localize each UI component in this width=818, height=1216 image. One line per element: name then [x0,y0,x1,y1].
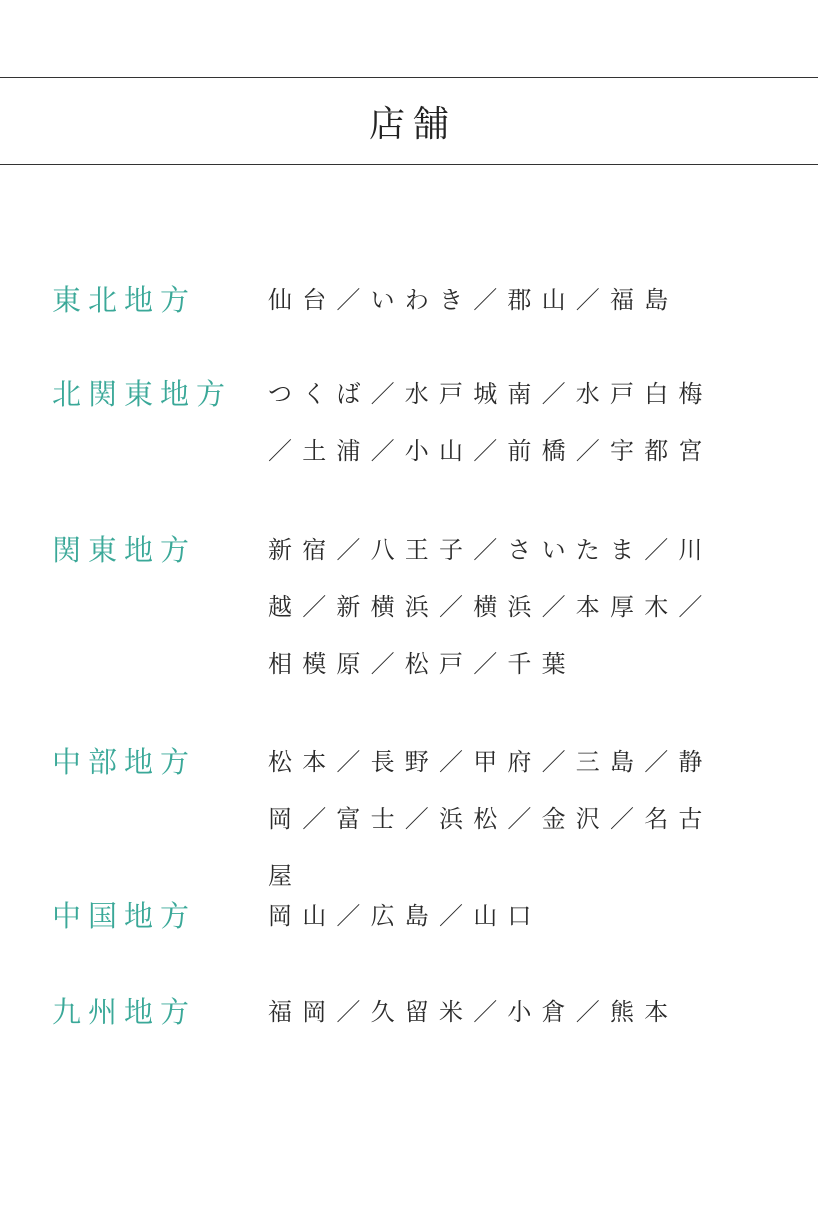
store-list: 岡山／広島／山口 [268,902,542,930]
region-name: 北関東地方 [52,377,233,411]
store-list: 仙台／いわき／郡山／福島 [268,286,679,314]
region-name: 関東地方 [52,533,197,567]
region-name: 中部地方 [52,745,197,779]
store-list: つくば／水戸城南／水戸白梅／土浦／小山／前橋／宇都宮 [268,380,713,465]
store-list: 新宿／八王子／さいたま／川越／新横浜／横浜／本厚木／相模原／松戸／千葉 [268,536,713,678]
region-name: 中国地方 [52,899,197,933]
page-title: 店舗 [368,103,457,145]
region-name: 九州地方 [52,995,197,1029]
region-name: 東北地方 [52,283,197,317]
store-list: 松本／長野／甲府／三島／静岡／富士／浜松／金沢／名古屋 [268,748,713,890]
page-header [0,77,818,165]
store-list: 福岡／久留米／小倉／熊本 [268,998,679,1026]
